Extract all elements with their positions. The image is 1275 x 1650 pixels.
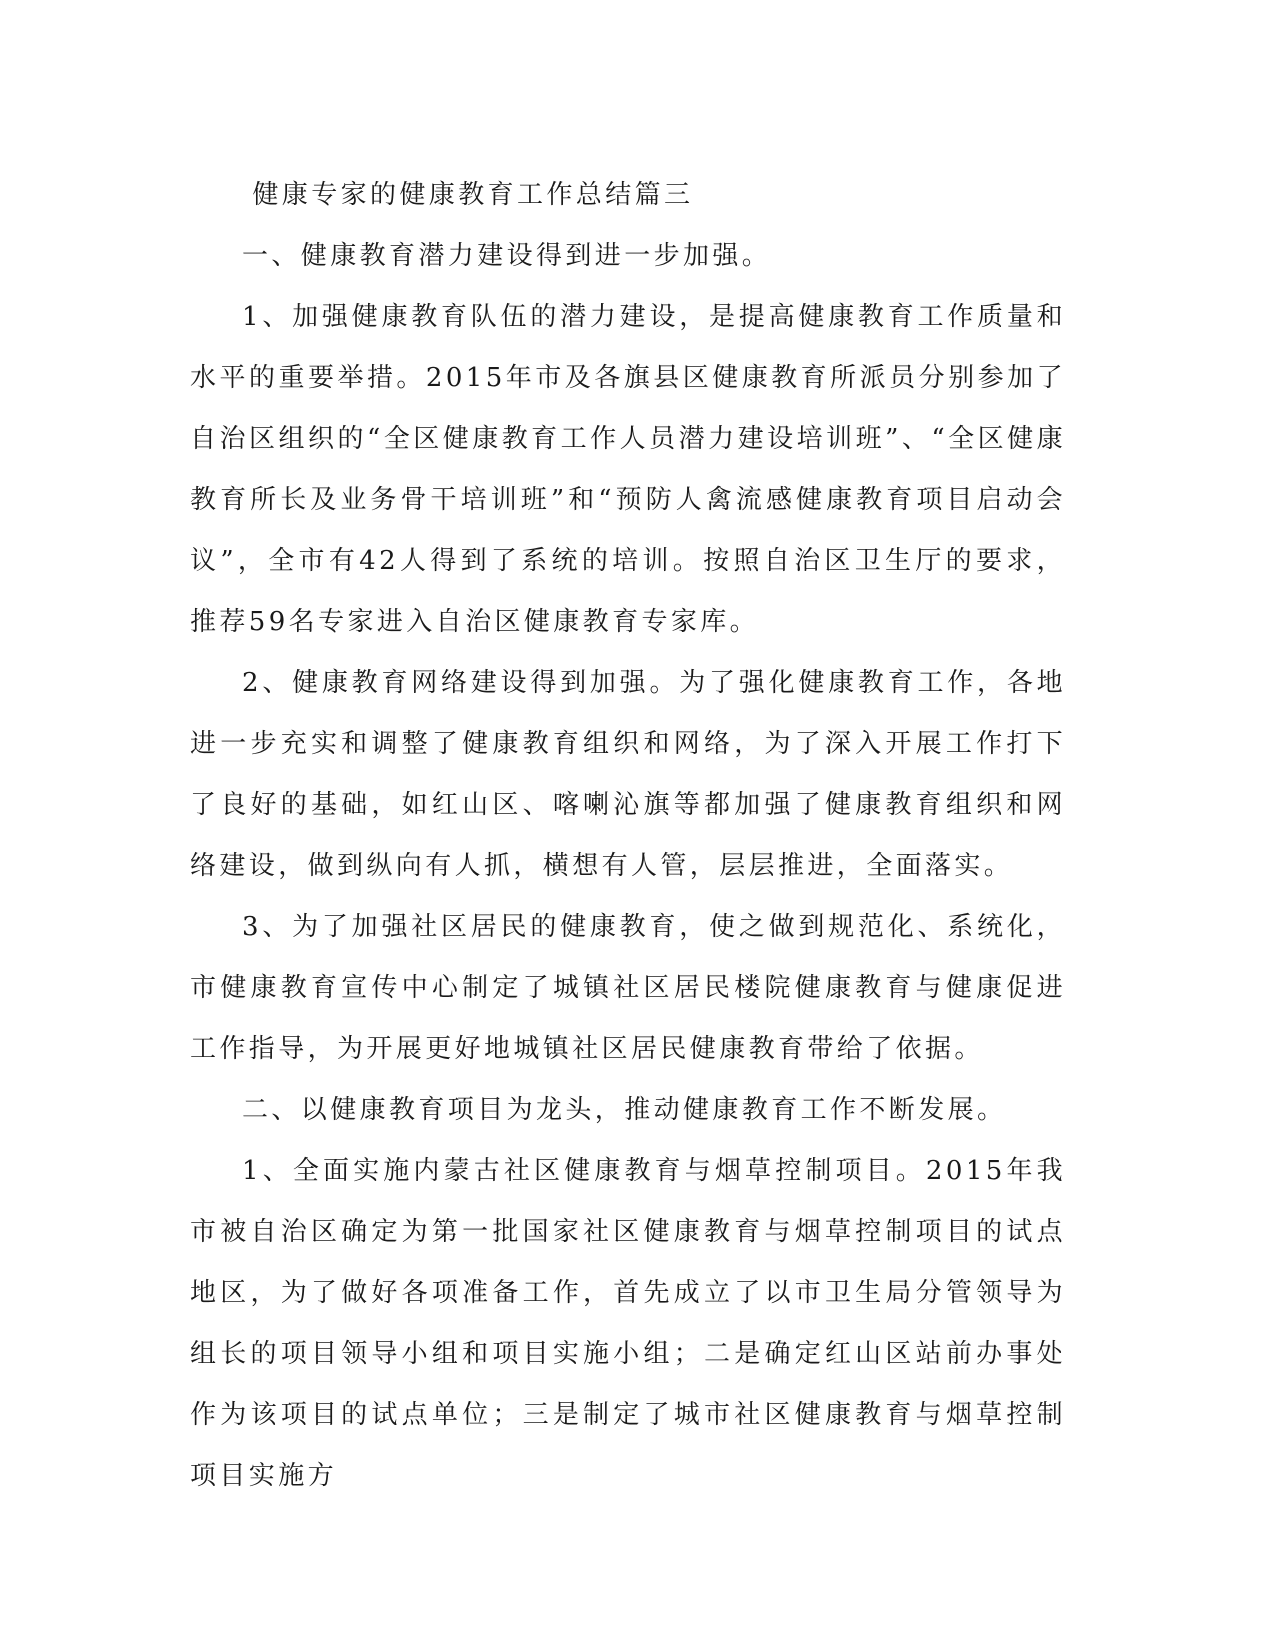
section-heading-1: 一、健康教育潜力建设得到进一步加强。 xyxy=(242,241,772,271)
paragraph-1-2: 2、健康教育网络建设得到加强。为了强化健康教育工作，各地进一步充实和调整了健康教育组织和网络，为了深入开展工作打下了良好的基础，如红山区、喀喇沁旗等都加强了健康教育组织和网络建设，做到纵向有人抓，横想有人管，层层推进，全面落实。 xyxy=(190,668,1066,881)
paragraph-1-1: 1、加强健康教育队伍的潜力建设，是提高健康教育工作质量和水平的重要举措。2015年市及各旗县区健康教育所派员分别参加了自治区组织的“全区健康教育工作人员潜力建设培训班”、“全区健康教育所长及业务骨干培训班”和“预防人禽流感健康教育项目启动会议”，全市有42人得到了系统的培训。按照自治区卫生厅的要求，推荐59名专家进入自治区健康教育专家库。 xyxy=(190,302,1066,637)
document-body xyxy=(190,165,1066,1507)
paragraph-1-3: 3、为了加强社区居民的健康教育，使之做到规范化、系统化，市健康教育宣传中心制定了城镇社区居民楼院健康教育与健康促进工作指导，为开展更好地城镇社区居民健康教育带给了依据。 xyxy=(190,912,1066,1064)
section-heading-2: 二、以健康教育项目为龙头，推动健康教育工作不断发展。 xyxy=(242,1095,1007,1125)
document-title: 健康专家的健康教育工作总结篇三 xyxy=(252,180,694,210)
paragraph-2-1: 1、全面实施内蒙古社区健康教育与烟草控制项目。2015年我市被自治区确定为第一批国家社区健康教育与烟草控制项目的试点地区，为了做好各项准备工作，首先成立了以市卫生局分管领导为组长的项目领导小组和项目实施小组；二是确定红山区站前办事处作为该项目的试点单位；三是制定了城市社区健康教育与烟草控制项目实施方 xyxy=(190,1156,1066,1491)
